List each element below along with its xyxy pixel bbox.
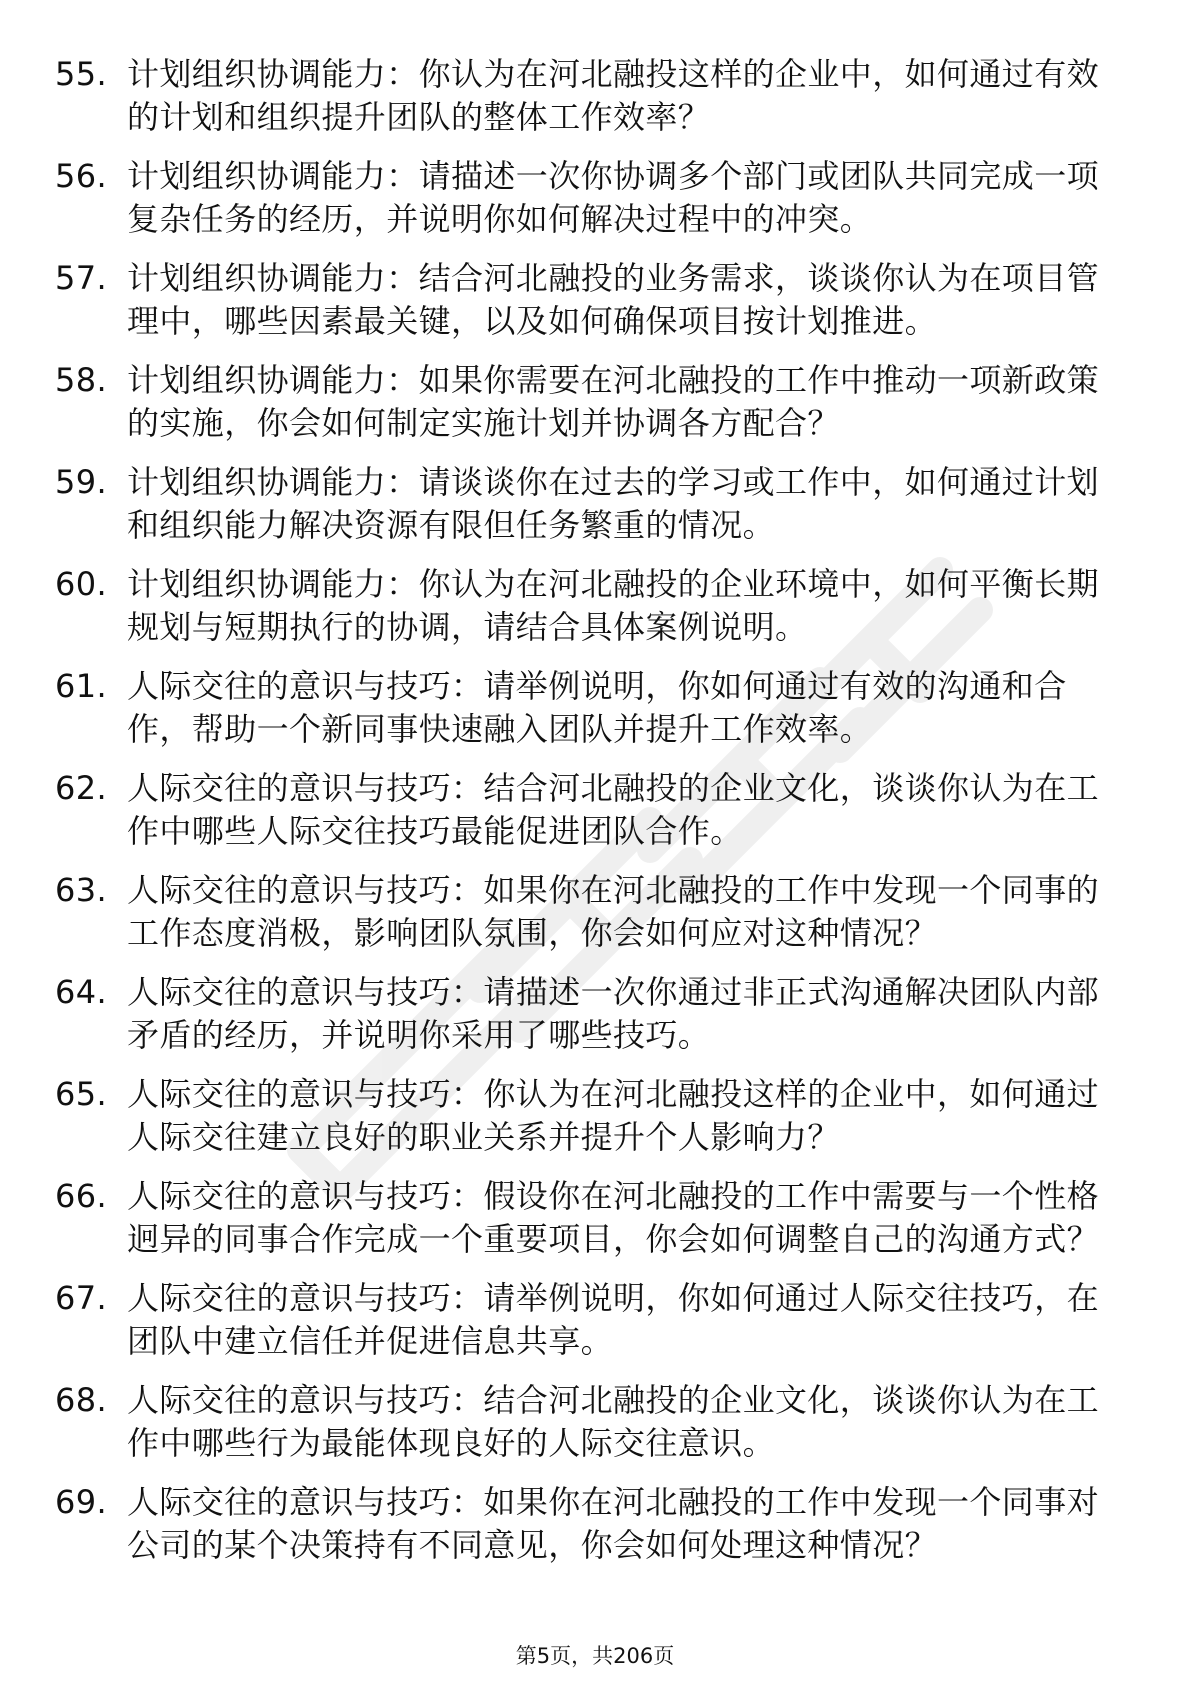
question-item <box>55 869 1130 955</box>
question-text: 计划组织协调能力：你认为在河北融投的企业环境中，如何平衡长期规划与短期执行的协调，请结合具体案例说明。 <box>127 565 1100 646</box>
question-item <box>55 461 1130 547</box>
question-text: 人际交往的意识与技巧：如果你在河北融投的工作中发现一个同事对公司的某个决策持有不同意见，你会如何处理这种情况？ <box>127 1483 1100 1564</box>
question-text: 人际交往的意识与技巧：如果你在河北融投的工作中发现一个同事的工作态度消极，影响团队氛围，你会如何应对这种情况？ <box>127 871 1100 952</box>
question-number: 60. <box>55 565 108 603</box>
question-item <box>55 1175 1130 1261</box>
question-text: 人际交往的意识与技巧：请举例说明，你如何通过有效的沟通和合作，帮助一个新同事快速融入团队并提升工作效率。 <box>127 667 1067 748</box>
question-text: 计划组织协调能力：结合河北融投的业务需求，谈谈你认为在项目管理中，哪些因素最关键，以及如何确保项目按计划推进。 <box>127 259 1100 340</box>
question-number: 61. <box>55 667 108 705</box>
question-number: 57. <box>55 259 108 297</box>
question-text: 人际交往的意识与技巧：结合河北融投的企业文化，谈谈你认为在工作中哪些行为最能体现良好的人际交往意识。 <box>127 1381 1100 1462</box>
question-item <box>55 359 1130 445</box>
question-number: 64. <box>55 973 108 1011</box>
question-text: 计划组织协调能力：如果你需要在河北融投的工作中推动一项新政策的实施，你会如何制定实施计划并协调各方配合？ <box>127 361 1100 442</box>
question-text: 计划组织协调能力：请谈谈你在过去的学习或工作中，如何通过计划和组织能力解决资源有限但任务繁重的情况。 <box>127 463 1100 544</box>
question-text: 人际交往的意识与技巧：你认为在河北融投这样的企业中，如何通过人际交往建立良好的职业关系并提升个人影响力？ <box>127 1075 1100 1156</box>
question-text: 计划组织协调能力：你认为在河北融投这样的企业中，如何通过有效的计划和组织提升团队的整体工作效率？ <box>127 55 1100 136</box>
question-number: 65. <box>55 1075 108 1113</box>
question-item <box>55 155 1130 241</box>
question-text: 人际交往的意识与技巧：假设你在河北融投的工作中需要与一个性格迥异的同事合作完成一个重要项目，你会如何调整自己的沟通方式？ <box>127 1177 1100 1258</box>
question-number: 56. <box>55 157 108 195</box>
question-text: 计划组织协调能力：请描述一次你协调多个部门或团队共同完成一项复杂任务的经历，并说明你如何解决过程中的冲突。 <box>127 157 1100 238</box>
question-text: 人际交往的意识与技巧：请描述一次你通过非正式沟通解决团队内部矛盾的经历，并说明你采用了哪些技巧。 <box>127 973 1100 1054</box>
question-number: 67. <box>55 1279 108 1317</box>
question-item <box>55 1379 1130 1465</box>
question-item <box>55 767 1130 853</box>
question-text: 人际交往的意识与技巧：请举例说明，你如何通过人际交往技巧，在团队中建立信任并促进信息共享。 <box>127 1279 1100 1360</box>
question-item <box>55 53 1130 139</box>
question-item <box>55 563 1130 649</box>
question-number: 69. <box>55 1483 108 1521</box>
question-number: 59. <box>55 463 108 501</box>
question-item <box>55 1277 1130 1363</box>
page-footer: 第5页，共206页 <box>515 1644 675 1668</box>
question-item <box>55 665 1130 751</box>
question-item <box>55 257 1130 343</box>
question-item <box>55 1073 1130 1159</box>
question-number: 66. <box>55 1177 108 1215</box>
question-text: 人际交往的意识与技巧：结合河北融投的企业文化，谈谈你认为在工作中哪些人际交往技巧最能促进团队合作。 <box>127 769 1100 850</box>
question-number: 55. <box>55 55 108 93</box>
question-number: 62. <box>55 769 108 807</box>
question-list <box>55 53 1130 1583</box>
question-number: 58. <box>55 361 108 399</box>
question-item <box>55 1481 1130 1567</box>
question-number: 63. <box>55 871 108 909</box>
question-number: 68. <box>55 1381 108 1419</box>
question-item <box>55 971 1130 1057</box>
